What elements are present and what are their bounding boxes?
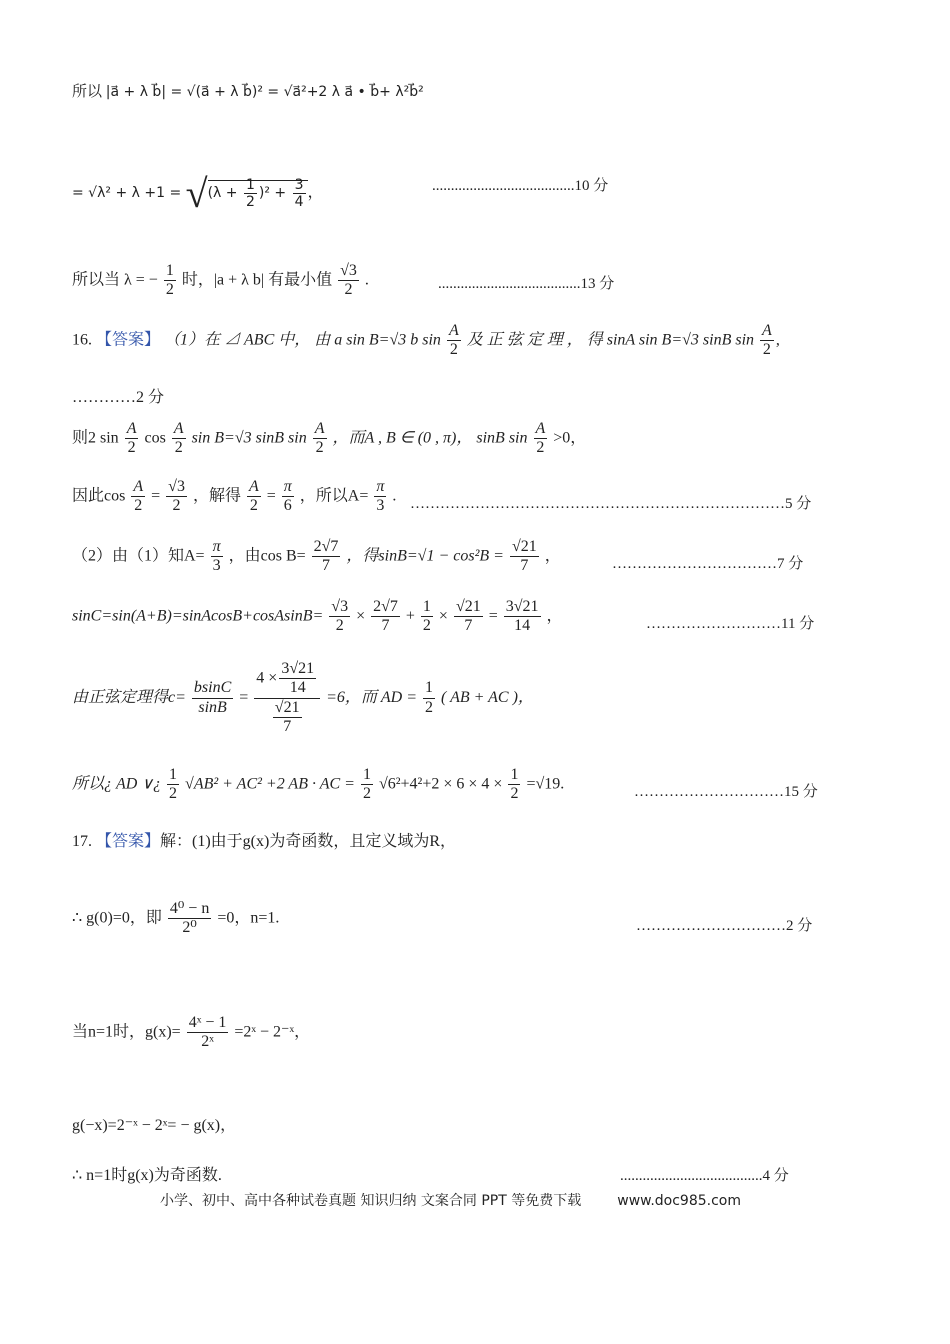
text: =2ˣ − 2⁻ˣ，	[234, 1023, 311, 1041]
footer	[160, 1190, 741, 1210]
numerator: 1	[164, 262, 176, 281]
numerator: A	[125, 420, 139, 439]
formula: = √λ² + λ +1 =	[72, 185, 186, 202]
q16-line-4	[72, 538, 561, 576]
numerator: A	[447, 322, 461, 341]
numerator: 4⁰ − n	[168, 900, 211, 919]
text: sin B=√3 sinB sin	[191, 429, 307, 447]
text: (λ +	[207, 185, 242, 202]
score-2b: …………………………2 分	[636, 918, 813, 934]
fraction	[244, 177, 257, 210]
q16-line-2	[72, 420, 586, 458]
numerator: A	[313, 420, 327, 439]
denominator: 6	[283, 497, 292, 515]
text: )² +	[258, 185, 291, 202]
denominator: 2	[172, 497, 181, 515]
numerator: 1	[423, 679, 435, 698]
denominator: 2	[245, 193, 255, 210]
fraction	[192, 679, 233, 717]
fraction	[211, 538, 223, 576]
score-11: ………………………11 分	[646, 616, 815, 632]
numerator: A	[534, 420, 548, 439]
q17-line-3	[72, 1014, 310, 1052]
fraction	[361, 766, 373, 804]
text: 时，|a + λ b| 有最小值	[181, 271, 333, 289]
fraction	[293, 177, 306, 210]
text: cos	[144, 429, 166, 447]
fraction	[312, 538, 341, 576]
text: 则2 sin	[72, 429, 119, 447]
fraction	[423, 679, 435, 717]
numerator: 2√7	[371, 598, 400, 617]
fraction	[279, 660, 316, 698]
score-5: …………………………………………………………………5 分	[410, 496, 812, 512]
text: =6，而 AD =	[326, 688, 418, 706]
fraction	[166, 478, 187, 516]
q16-line-5	[72, 598, 563, 636]
score-7: ……………………………7 分	[612, 556, 804, 572]
score-10: ......................................10 分	[432, 178, 609, 194]
q16-line-6: 由正弦定理得c= $\frac{bsinC}{\sin B}$ = 4 × $\frac{3√21}{14}$ $\frac{√21}{7}$ =6，而 AD = $\frac{1}{2}$ ( AB + AC )，	[72, 660, 534, 736]
numerator: 1	[508, 766, 520, 785]
fraction	[282, 478, 294, 516]
numerator: 4ˣ − 1	[187, 1014, 229, 1033]
line-2	[72, 170, 324, 217]
fraction	[447, 322, 461, 360]
text: ，而A , B ∈ (0 , π)， sinB sin	[332, 429, 528, 447]
denominator: sinB	[198, 698, 227, 716]
fraction	[508, 766, 520, 804]
numerator: 1	[361, 766, 373, 785]
text: =	[488, 607, 498, 625]
denominator: 14	[289, 679, 306, 697]
denominator: 2	[344, 281, 353, 299]
fraction	[760, 322, 774, 360]
text: 当n=1时，g(x)=	[72, 1023, 181, 1041]
fraction	[273, 699, 302, 737]
text: 解：(1)由于g(x)为奇函数，且定义域为R，	[160, 833, 457, 850]
fraction	[504, 598, 541, 636]
numerator: A	[172, 420, 186, 439]
fraction	[164, 262, 176, 300]
numerator: √3	[329, 598, 350, 617]
fraction	[167, 766, 179, 804]
numerator: A	[760, 322, 774, 341]
denominator: 2	[169, 785, 178, 803]
numerator: A	[247, 478, 261, 497]
numerator: bsinC	[192, 679, 233, 698]
radicand	[207, 176, 308, 210]
answer-tag: 【答案】	[96, 331, 161, 349]
text: ，由cos B=	[228, 547, 306, 565]
denominator: 2	[536, 439, 545, 457]
formula: |a⃗ + λ b⃗| = √(a⃗ + λ b⃗)² = √a⃗²+2 λ a⃗ • b⃗+ λ²b⃗²	[105, 84, 424, 100]
numerator: 3√21	[279, 660, 316, 679]
fraction	[371, 598, 400, 636]
denominator: 2	[134, 497, 143, 515]
text: ，	[544, 547, 561, 565]
text: ∴ g(0)=0，即	[72, 909, 162, 927]
text: 由正弦定理得c=	[72, 688, 186, 706]
fraction	[247, 478, 261, 516]
score-15: …………………………15 分	[634, 784, 818, 800]
text: （1）在 ⊿ ABC 中， 由 a sin B=√3 b sin	[164, 331, 441, 349]
score-2: …………2 分	[72, 389, 165, 406]
footer-text: 小学、初中、高中各种试卷真题 知识归纳 文案合同 PPT 等免费下载	[160, 1193, 582, 1209]
denominator: 2	[335, 617, 344, 635]
radical-sign: √	[185, 171, 208, 216]
denominator: 2	[510, 785, 519, 803]
numerator: √21	[510, 538, 539, 557]
numerator: 3√21	[504, 598, 541, 617]
numerator: √3	[166, 478, 187, 497]
score-13: ......................................13 分	[438, 276, 615, 292]
denominator: 2	[762, 341, 771, 359]
text: 所以	[72, 84, 103, 100]
text: =	[266, 487, 276, 505]
numerator: √21	[273, 699, 302, 718]
text: （2）由（1）知A=	[72, 547, 205, 565]
denominator: 7	[464, 617, 473, 635]
denominator: 2	[174, 439, 183, 457]
score-4: ......................................4 分	[620, 1168, 789, 1184]
text: 所以¿ AD ∨¿	[72, 775, 162, 793]
denominator: 7	[381, 617, 390, 635]
denominator: 2	[249, 497, 258, 515]
numerator: 1	[167, 766, 179, 785]
text: 因此cos	[72, 487, 126, 505]
text: ( AB + AC )，	[441, 688, 534, 706]
fraction	[254, 660, 320, 737]
text: ，得sinB=√1 − cos²B =	[346, 547, 504, 565]
denominator: 2⁰	[182, 919, 197, 937]
text: 所以当 λ = −	[72, 271, 158, 289]
numerator: A	[131, 478, 145, 497]
text: ×	[356, 607, 366, 625]
denominator: 3	[212, 557, 221, 575]
q17-line-2	[72, 900, 279, 938]
text: √6²+4²+2 × 6 × 4 ×	[378, 775, 503, 793]
denominator: 4	[294, 193, 304, 210]
fraction	[187, 1014, 229, 1052]
text: 4 ×	[256, 669, 278, 687]
numerator: 1	[245, 176, 255, 193]
footer-url[interactable]: www.doc985.com	[617, 1193, 741, 1209]
q17-line-4: g(−x)=2⁻ˣ − 2ˣ= − g(x)，	[72, 1117, 237, 1134]
denominator: 7	[520, 557, 529, 575]
line-1	[72, 80, 424, 101]
fraction	[534, 420, 548, 458]
denominator: 2	[315, 439, 324, 457]
text: =	[151, 487, 161, 505]
fraction	[131, 478, 145, 516]
q17-line-5: ∴ n=1时g(x)为奇函数.	[72, 1167, 222, 1184]
denominator: 2	[449, 341, 458, 359]
text: ×	[438, 607, 448, 625]
denominator: 2	[422, 617, 431, 635]
fraction	[313, 420, 327, 458]
text: ,	[775, 331, 780, 349]
fraction	[172, 420, 186, 458]
numerator: π	[374, 478, 386, 497]
denominator: 2	[127, 439, 136, 457]
text: ，	[307, 184, 324, 202]
q17-line-1	[72, 828, 456, 851]
line-3	[72, 262, 369, 300]
fraction	[454, 598, 483, 636]
fraction	[510, 538, 539, 576]
denominator: 7	[322, 557, 331, 575]
text: =√19.	[526, 775, 565, 793]
fraction	[374, 478, 386, 516]
text: ，	[546, 607, 563, 625]
fraction	[338, 262, 359, 300]
text: +	[405, 607, 415, 625]
question-number: 17.	[72, 833, 92, 850]
text: .	[364, 271, 369, 289]
numerator: √3	[338, 262, 359, 281]
q16-line-1	[72, 322, 780, 360]
text: ，所以A=	[299, 487, 369, 505]
fraction	[421, 598, 433, 636]
denominator: 14	[514, 617, 531, 635]
numerator: 3	[294, 176, 304, 193]
numerator: π	[282, 478, 294, 497]
text: √AB² + AC² +2 AB · AC =	[185, 775, 355, 793]
text: .	[392, 487, 397, 505]
denominator: 3	[376, 497, 385, 515]
q16-line-3	[72, 478, 396, 516]
numerator: 2√7	[312, 538, 341, 557]
text: 及 正 弦 定 理 ， 得 sinA sin B=√3 sinB sin	[466, 331, 755, 349]
fraction	[168, 900, 211, 938]
denominator: 2	[165, 281, 174, 299]
denominator: 7	[283, 718, 292, 736]
question-number: 16.	[72, 331, 92, 349]
fraction	[329, 598, 350, 636]
numerator: √21	[454, 598, 483, 617]
numerator	[254, 660, 320, 699]
denominator: 2ˣ	[201, 1033, 214, 1051]
text: sinC=sin(A+B)=sinAcosB+cosAsinB=	[72, 607, 324, 625]
text: ，解得	[192, 487, 241, 505]
q16-line-7	[72, 766, 564, 804]
answer-tag: 【答案】	[96, 833, 161, 850]
numerator: 1	[421, 598, 433, 617]
denominator	[254, 699, 320, 737]
denominator: 2	[362, 785, 371, 803]
numerator: π	[211, 538, 223, 557]
denominator: 2	[425, 698, 434, 716]
text: >0，	[553, 429, 587, 447]
fraction	[125, 420, 139, 458]
text: =0，n=1.	[217, 909, 280, 927]
